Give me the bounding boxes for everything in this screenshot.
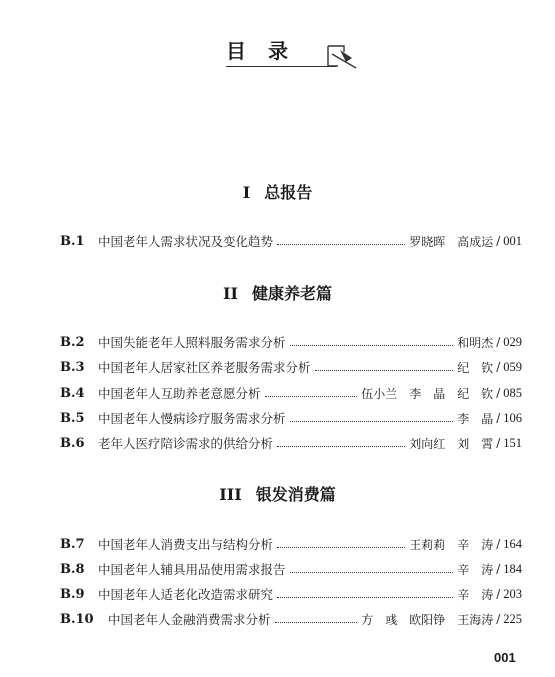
entry-authors: 伍小兰 李 晶 纪 钦 <box>361 386 494 401</box>
page-separator: / <box>496 436 501 450</box>
entry-page: 151 <box>503 435 522 450</box>
toc-entry[interactable] <box>60 433 522 453</box>
entry-code: B.10 <box>60 611 94 627</box>
toc-entry[interactable] <box>60 559 522 579</box>
toc-entry[interactable] <box>60 609 522 629</box>
dot-leader <box>290 344 454 346</box>
entry-authors: 王莉莉 辛 涛 <box>409 537 494 552</box>
page-title: 目录 <box>226 39 310 63</box>
entry-page: 029 <box>503 334 522 349</box>
page-separator: / <box>496 234 501 248</box>
dot-leader <box>290 420 454 422</box>
entry-page: 225 <box>503 611 522 626</box>
entry-code: B.2 <box>60 334 85 350</box>
entry-page: 106 <box>503 410 522 425</box>
entry-title: 中国老年人慢病诊疗服务需求分析 <box>98 411 286 426</box>
page-separator: / <box>496 360 501 374</box>
dot-leader <box>265 395 358 397</box>
dot-leader <box>315 369 454 371</box>
entry-code: B.6 <box>60 435 85 451</box>
entry-code: B.4 <box>60 385 85 401</box>
page-separator: / <box>496 562 501 576</box>
dot-leader <box>275 621 358 623</box>
entry-code: B.7 <box>60 536 85 552</box>
entry-code: B.3 <box>60 359 85 375</box>
page-separator: / <box>496 335 501 349</box>
entry-title: 中国失能老年人照料服务需求分析 <box>98 335 286 350</box>
toc-entry[interactable] <box>60 408 522 428</box>
entry-authors: 李 晶 <box>457 411 494 426</box>
title-rule <box>226 66 336 67</box>
entry-title: 中国老年人金融消费需求分析 <box>108 612 271 627</box>
dot-leader <box>277 596 453 598</box>
entry-authors: 刘向红 刘 霄 <box>409 436 494 451</box>
toc-entry[interactable] <box>60 383 522 403</box>
dot-leader <box>277 546 405 548</box>
page-separator: / <box>496 411 501 425</box>
toc-entry[interactable] <box>60 534 522 554</box>
section-title: 健康养老篇 <box>251 284 332 303</box>
entry-authors: 辛 涛 <box>457 587 494 602</box>
entry-code: B.5 <box>60 410 85 426</box>
entry-code: B.8 <box>60 561 85 577</box>
entry-title: 中国老年人需求状况及变化趋势 <box>98 234 274 249</box>
toc-entry[interactable] <box>60 357 522 377</box>
entry-authors: 和明杰 <box>457 335 494 350</box>
section-numeral: III <box>219 485 242 504</box>
entry-code: B.1 <box>60 233 85 249</box>
entry-title: 中国老年人辅具用品使用需求报告 <box>98 562 286 577</box>
toc-entry[interactable] <box>60 332 522 352</box>
page-separator: / <box>496 537 501 551</box>
dot-leader <box>277 243 405 245</box>
entry-title: 老年人医疗陪诊需求的供给分析 <box>98 436 274 451</box>
dot-leader <box>277 445 405 447</box>
page-separator: / <box>496 587 501 601</box>
section-heading-3 <box>0 484 555 506</box>
toc-entry[interactable] <box>60 584 522 604</box>
entry-code: B.9 <box>60 586 85 602</box>
entry-page: 184 <box>503 561 522 576</box>
dot-leader <box>290 571 454 573</box>
page-separator: / <box>496 612 501 626</box>
section-heading-2 <box>0 283 555 305</box>
entry-page: 203 <box>503 586 522 601</box>
entry-title: 中国老年人居家社区养老服务需求分析 <box>98 360 311 375</box>
entry-authors: 罗晓晖 高成运 <box>409 234 494 249</box>
section-numeral: I <box>242 183 251 202</box>
entry-page: 085 <box>503 385 522 400</box>
entry-title: 中国老年人消费支出与结构分析 <box>98 537 274 552</box>
toc-entry[interactable] <box>60 231 522 251</box>
entry-page: 164 <box>503 536 522 551</box>
entry-authors: 纪 钦 <box>457 360 494 375</box>
page-number: 001 <box>494 650 516 665</box>
entry-authors: 辛 涛 <box>457 562 494 577</box>
entry-authors: 方 彧 欧阳铮 王海涛 <box>361 612 494 627</box>
corner-bracket-icon <box>326 44 360 72</box>
entry-title: 中国老年人适老化改造需求研究 <box>98 587 274 602</box>
section-title: 总报告 <box>264 183 313 202</box>
entry-title: 中国老年人互助养老意愿分析 <box>98 386 261 401</box>
section-numeral: II <box>223 284 238 303</box>
entry-page: 001 <box>503 233 522 248</box>
section-title: 银发消费篇 <box>255 485 336 504</box>
section-heading-1 <box>0 182 555 204</box>
entry-page: 059 <box>503 359 522 374</box>
page-separator: / <box>496 386 501 400</box>
